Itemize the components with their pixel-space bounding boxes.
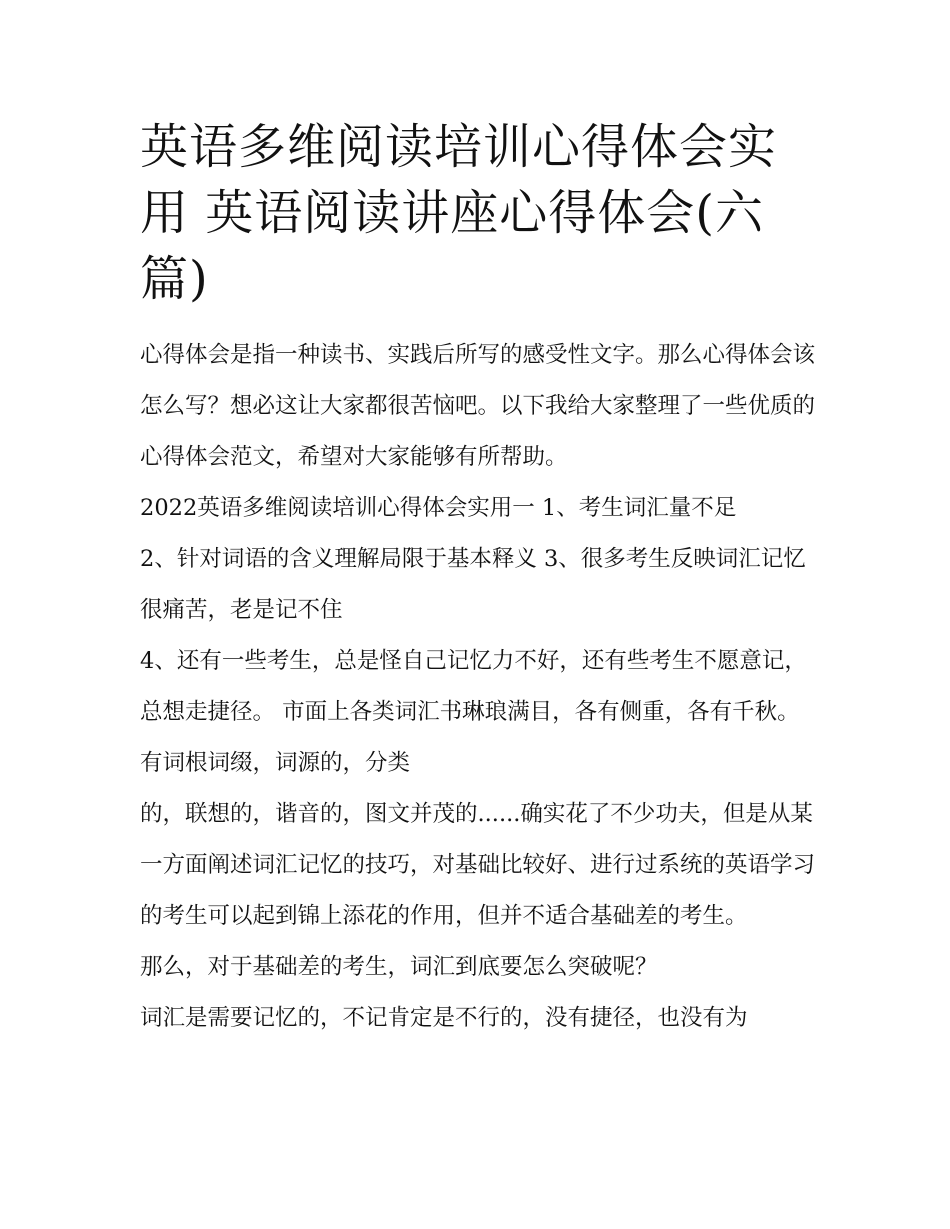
paragraph-intro: 心得体会是指一种读书、实践后所写的感受性文字。那么心得体会该怎么写？想必这让大家都很苦恼吧。以下我给大家整理了一些优质的心得体会范文，希望对大家能够有所帮助。 bbox=[140, 342, 816, 470]
paragraph-item-1: 2022英语多维阅读培训心得体会实用一 1、考生词汇量不足 bbox=[140, 495, 737, 521]
document-title: 英语多维阅读培训心得体会实用 英语阅读讲座心得体会(六篇) bbox=[140, 119, 778, 307]
paragraph-question: 那么，对于基础差的考生，词汇到底要怎么突破呢？ bbox=[140, 954, 658, 980]
paragraph-item-4: 4、还有一些考生，总是怪自己记忆力不好，还有些考生不愿意记，总想走捷径。 市面上各类词汇书琳琅满目，各有侧重，各有千秋。有词根词缀，词源的，分类 bbox=[140, 648, 807, 776]
paragraph-answer: 词汇是需要记忆的，不记肯定是不行的，没有捷径，也没有为 bbox=[140, 1005, 748, 1031]
paragraph-item-2-3: 2、针对词语的含义理解局限于基本释义 3、很多考生反映词汇记忆很痛苦，老是记不住 bbox=[140, 546, 806, 623]
document-body bbox=[140, 330, 830, 1044]
paragraph-methods: 的，联想的，谐音的，图文并茂的......确实花了不少功夫，但是从某一方面阐述词汇记忆的技巧，对基础比较好、进行过系统的英语学习的考生可以起到锦上添花的作用，但并不适合基础差的考生。 bbox=[140, 801, 816, 929]
